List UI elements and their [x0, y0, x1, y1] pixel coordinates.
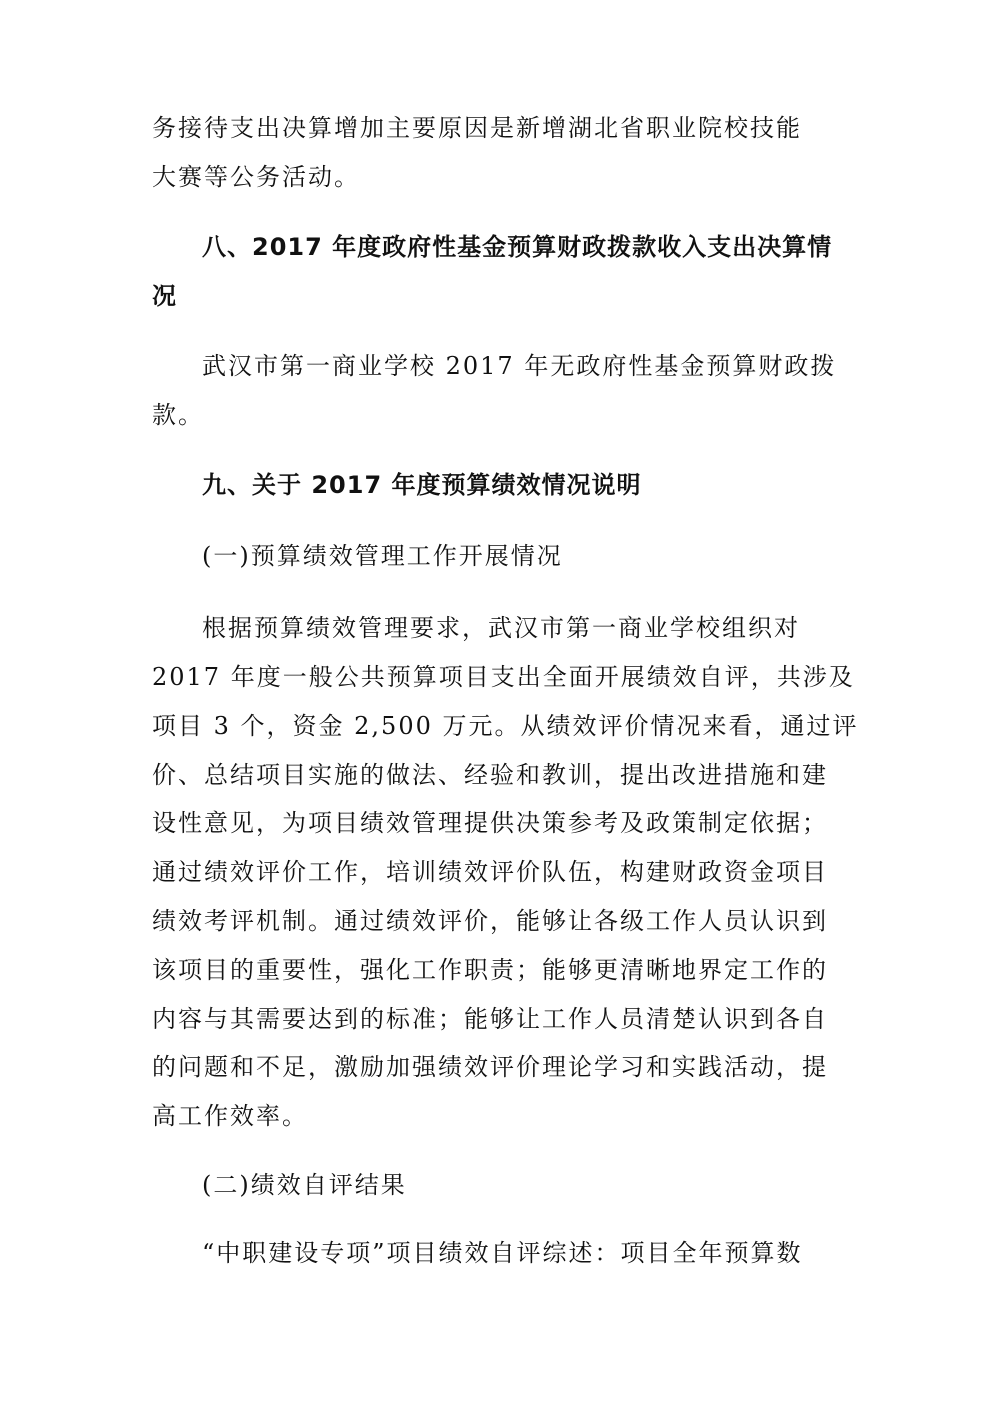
section-heading-9: 九、关于 2017 年度预算绩效情况说明 [202, 471, 642, 499]
paragraph-line: “中职建设专项”项目绩效自评综述：项目全年预算数 [202, 1239, 803, 1267]
paragraph-line: 武汉市第一商业学校 2017 年无政府性基金预算财政拨 [202, 352, 837, 380]
paragraph-line: 务接待支出决算增加主要原因是新增湖北省职业院校技能 [152, 114, 802, 142]
paragraph-line: 大赛等公务活动。 [152, 163, 360, 191]
paragraph-line: 根据预算绩效管理要求，武汉市第一商业学校组织对 [202, 614, 800, 642]
paragraph-line: 的问题和不足，激励加强绩效评价理论学习和实践活动，提 [152, 1053, 828, 1081]
paragraph-line: 该项目的重要性，强化工作职责；能够更清晰地界定工作的 [152, 956, 828, 984]
paragraph-line: 项目 3 个，资金 2,500 万元。从绩效评价情况来看，通过评 [152, 712, 859, 740]
paragraph-line: 设性意见，为项目绩效管理提供决策参考及政策制定依据； [152, 809, 828, 837]
paragraph-line: 内容与其需要达到的标准；能够让工作人员清楚认识到各自 [152, 1005, 828, 1033]
section-heading-8-cont: 况 [152, 282, 177, 310]
subsection-heading-1: (一)预算绩效管理工作开展情况 [202, 542, 563, 570]
paragraph-line: 款。 [152, 401, 204, 429]
paragraph-line: 价、总结项目实施的做法、经验和教训，提出改进措施和建 [152, 761, 828, 789]
paragraph-line: 高工作效率。 [152, 1102, 308, 1130]
section-heading-8: 八、2017 年度政府性基金预算财政拨款收入支出决算情 [202, 233, 833, 261]
paragraph-line: 2017 年度一般公共预算项目支出全面开展绩效自评，共涉及 [152, 663, 855, 691]
paragraph-line: 绩效考评机制。通过绩效评价，能够让各级工作人员认识到 [152, 907, 828, 935]
subsection-heading-2: (二)绩效自评结果 [202, 1171, 407, 1199]
paragraph-line: 通过绩效评价工作，培训绩效评价队伍，构建财政资金项目 [152, 858, 828, 886]
